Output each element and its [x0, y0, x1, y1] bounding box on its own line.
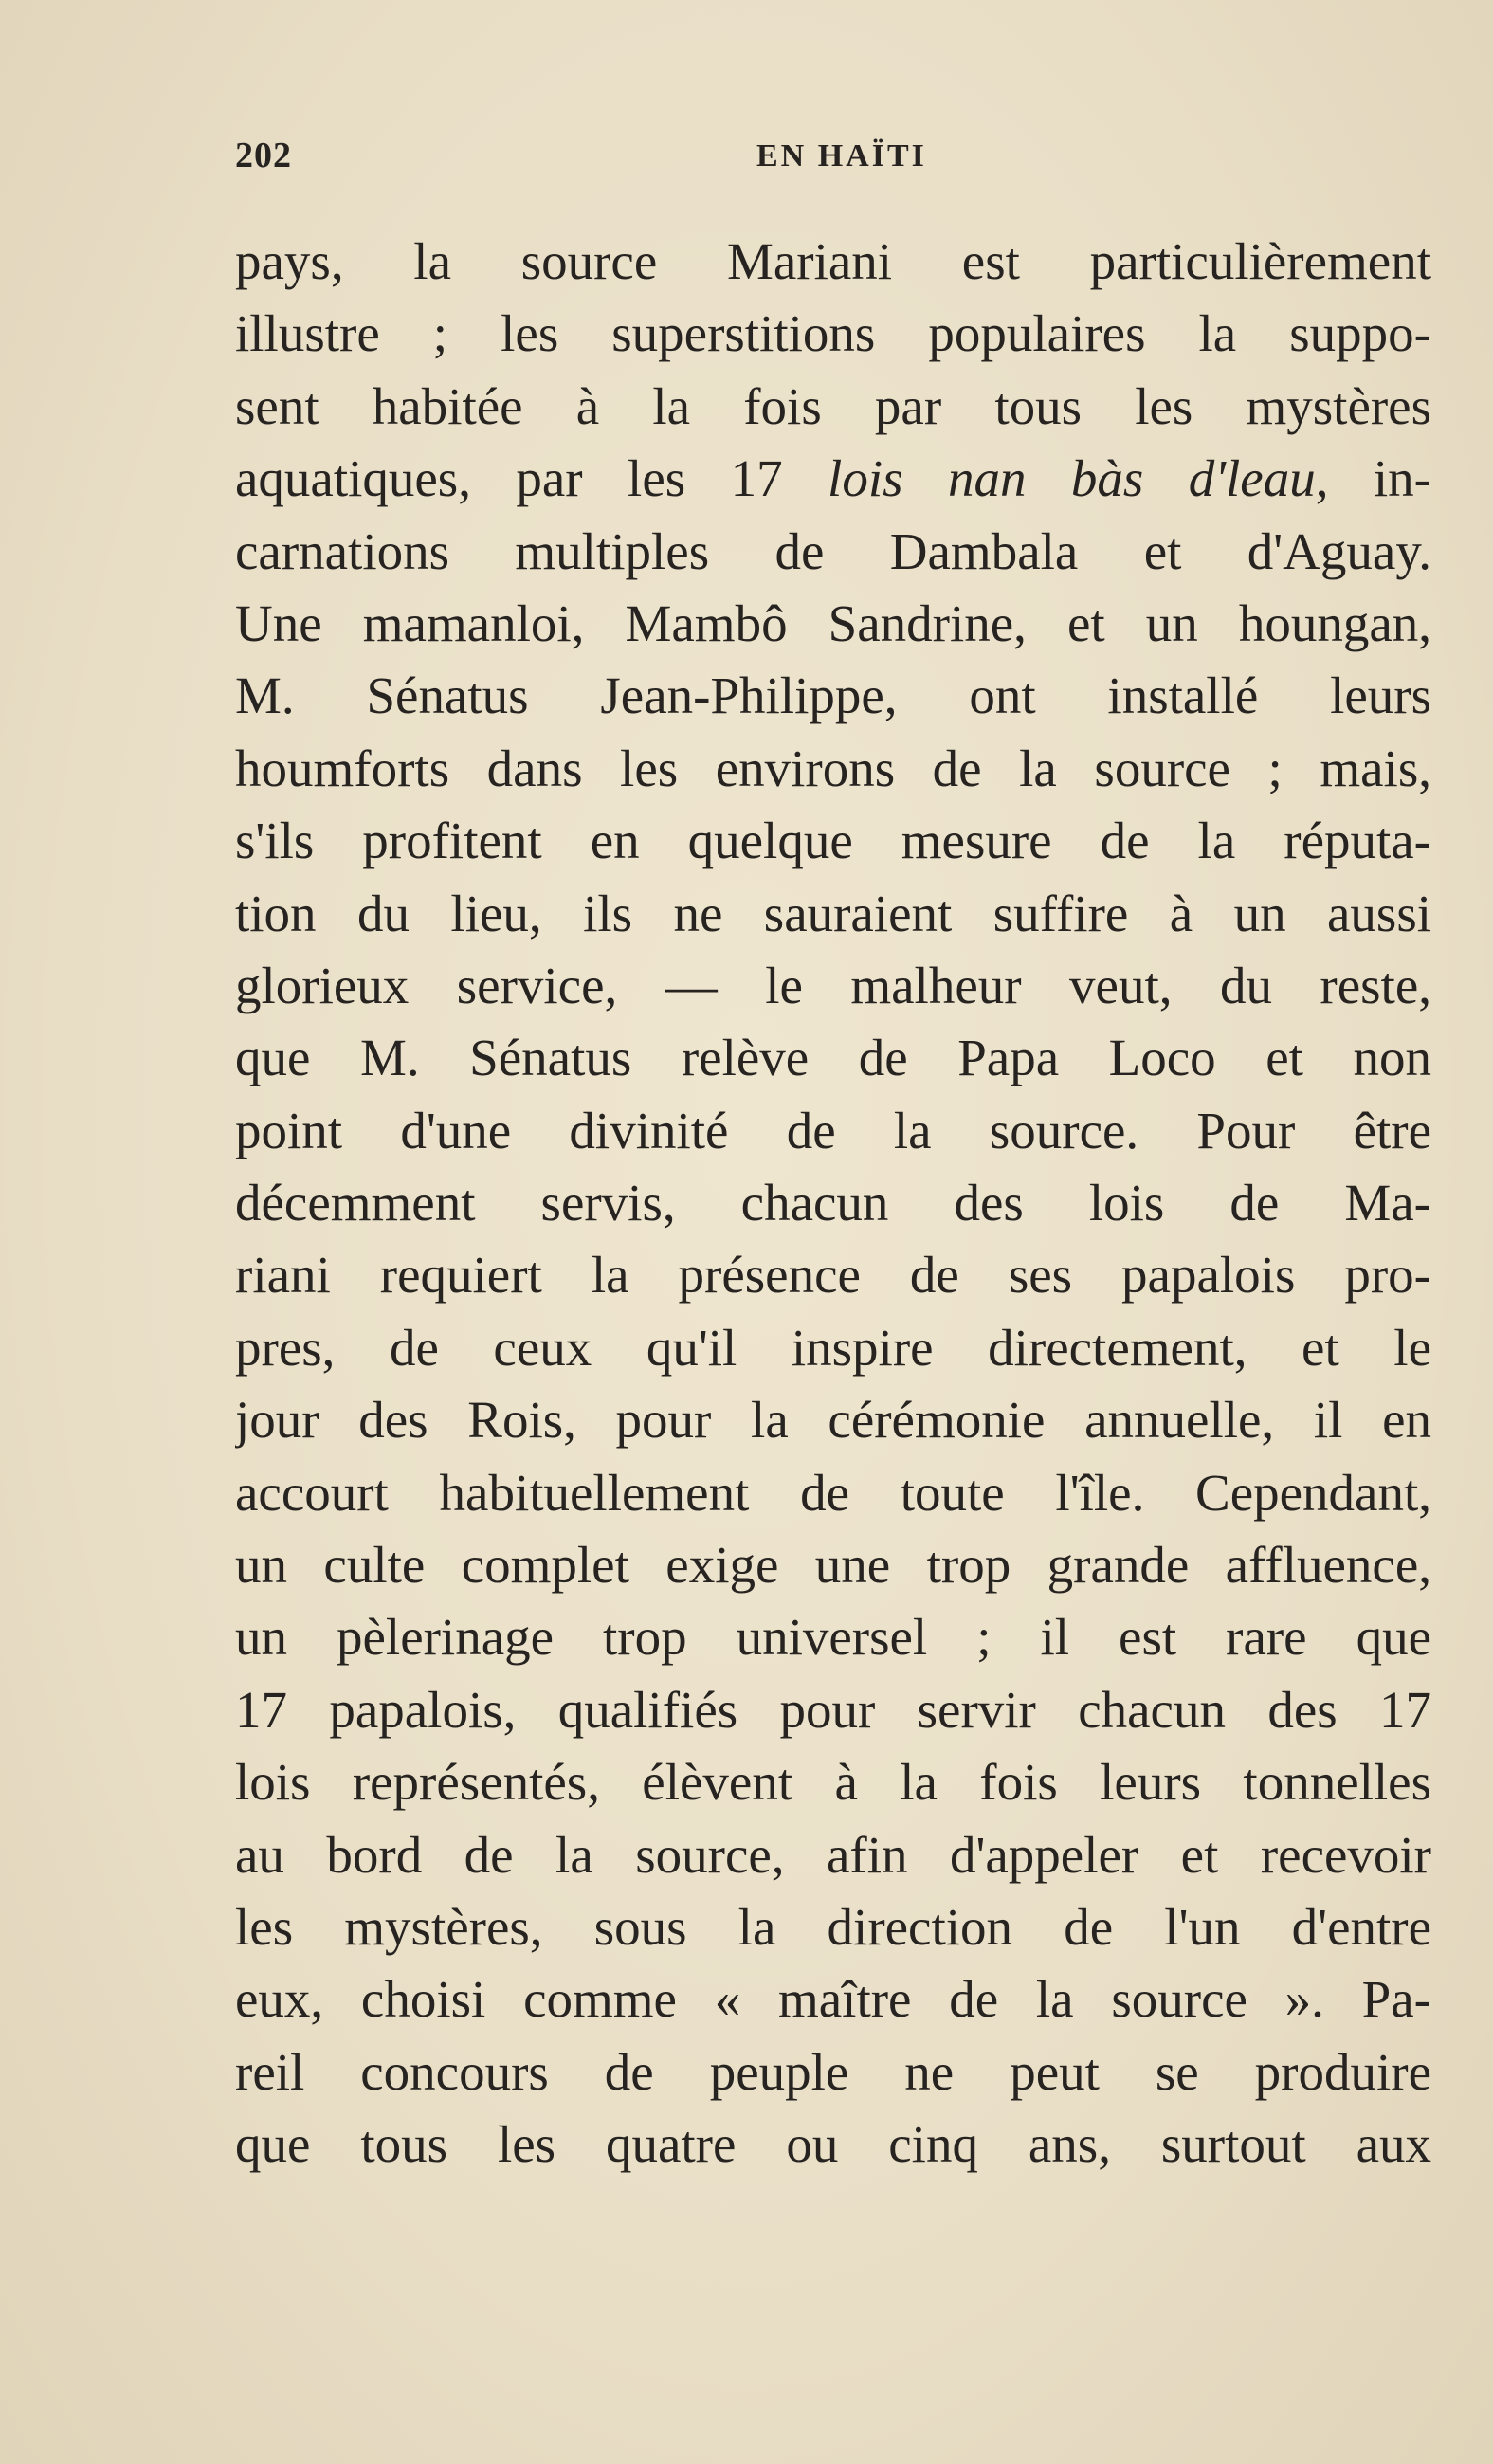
- text-line: [235, 588, 1431, 660]
- text-segment: accourt habituellement de toute l'île. Cependant,: [235, 1463, 1431, 1522]
- text-line: [235, 1819, 1431, 1891]
- text-segment: point d'une divinité de la source. Pour être: [235, 1101, 1431, 1159]
- text-line: [235, 371, 1431, 443]
- text-segment: tion du lieu, ils ne sauraient suffire à un aussi: [235, 884, 1431, 942]
- text-segment: jour des Rois, pour la cérémonie annuelle, il en: [235, 1391, 1431, 1450]
- text-segment: , in-: [1315, 449, 1431, 508]
- text-line: [235, 1674, 1431, 1746]
- text-segment: reil concours de peuple ne peut se produire: [235, 2042, 1431, 2101]
- text-line: [235, 1891, 1431, 1963]
- text-line: [235, 1239, 1431, 1311]
- text-line: [235, 1529, 1431, 1601]
- text-line: [235, 878, 1431, 950]
- text-segment: 17 papalois, qualifiés pour servir chacun des 17: [235, 1680, 1431, 1739]
- text-segment: riani requiert la présence de ses papalois pro-: [235, 1246, 1431, 1305]
- text-segment: un pèlerinage trop universel ; il est rare que: [235, 1608, 1431, 1667]
- text-segment: pays, la source Mariani est particulièrement: [235, 232, 1431, 290]
- text-line: [235, 226, 1431, 298]
- text-line: [235, 2108, 1431, 2181]
- text-segment: que tous les quatre ou cinq ans, surtout aux: [235, 2115, 1431, 2174]
- text-line: [235, 660, 1431, 732]
- text-segment: glorieux service, — le malheur veut, du reste,: [235, 956, 1431, 1014]
- text-line: [235, 298, 1431, 370]
- text-line: [235, 733, 1431, 805]
- text-segment: les mystères, sous la direction de l'un d'entre: [235, 1897, 1431, 1956]
- text-segment: au bord de la source, afin d'appeler et recevoir: [235, 1825, 1431, 1884]
- text-segment: sent habitée à la fois par tous les mystères: [235, 376, 1431, 435]
- body-text: [235, 226, 1431, 2181]
- text-line: [235, 1963, 1431, 2035]
- text-line: [235, 516, 1431, 588]
- text-segment: M. Sénatus Jean-Philippe, ont installé leurs: [235, 666, 1431, 725]
- text-line: [235, 1457, 1431, 1529]
- text-line: [235, 805, 1431, 877]
- text-line: [235, 1167, 1431, 1239]
- text-segment: carnations multiples de Dambala et d'Aguay.: [235, 521, 1431, 580]
- text-line: [235, 443, 1431, 515]
- text-line: [235, 1384, 1431, 1456]
- text-segment: que M. Sénatus relève de Papa Loco et non: [235, 1029, 1431, 1087]
- running-title: EN HAÏTI: [756, 138, 927, 173]
- text-line: [235, 1746, 1431, 1818]
- text-segment: décemment servis, chacun des lois de Ma-: [235, 1174, 1431, 1232]
- text-segment: s'ils profitent en quelque mesure de la réputa-: [235, 812, 1431, 870]
- text-line: [235, 1601, 1431, 1673]
- text-line: [235, 2036, 1431, 2108]
- text-segment: eux, choisi comme « maître de la source ». Pa-: [235, 1970, 1431, 2029]
- text-line: [235, 950, 1431, 1022]
- text-segment: lois représentés, élèvent à la fois leurs tonnelles: [235, 1753, 1431, 1812]
- text-line: [235, 1312, 1431, 1384]
- text-line: [235, 1095, 1431, 1167]
- text-segment: houmforts dans les environs de la source ; mais,: [235, 739, 1431, 797]
- text-segment: aquatiques, par les 17: [235, 449, 828, 508]
- page-header: [235, 135, 1431, 192]
- text-segment: Une mamanloi, Mambô Sandrine, et un houngan,: [235, 593, 1431, 652]
- text-segment: pres, de ceux qu'il inspire directement, et le: [235, 1318, 1431, 1377]
- italic-phrase: lois nan bàs d'leau: [828, 449, 1316, 508]
- text-segment: illustre ; les superstitions populaires la suppo-: [235, 304, 1431, 363]
- text-line: [235, 1022, 1431, 1094]
- page-number: 202: [235, 136, 292, 175]
- text-segment: un culte complet exige une trop grande affluence,: [235, 1536, 1431, 1595]
